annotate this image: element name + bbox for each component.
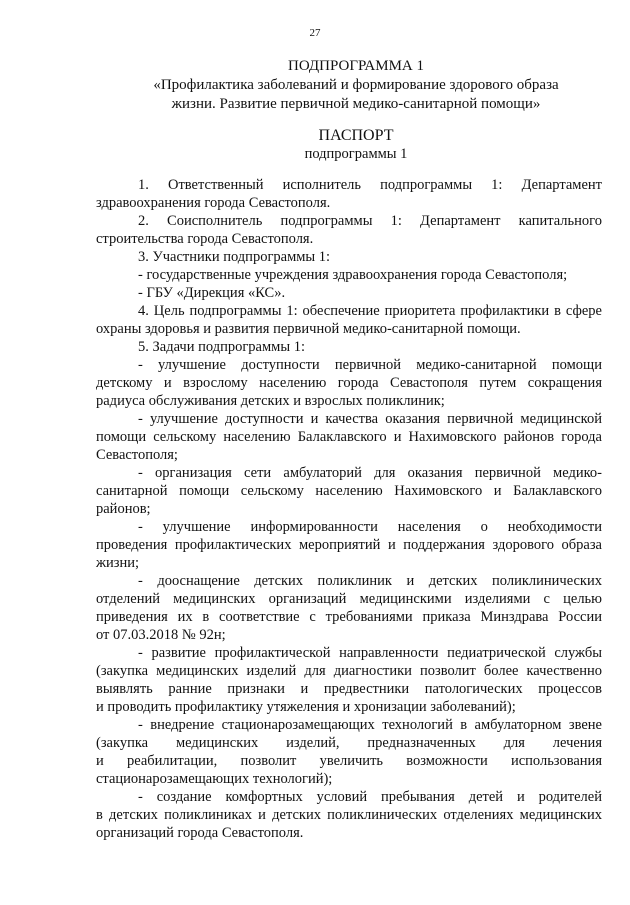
paragraph-1 xyxy=(96,176,602,212)
subprogram-subtitle-line-1: «Профилактика заболеваний и формирование здорового образа xyxy=(153,77,559,93)
paragraph-line: проведения профилактических мероприятий и поддержания здорового образа xyxy=(96,537,602,553)
subprogram-heading xyxy=(96,57,616,114)
paragraph-line: - ГБУ «Дирекция «КС». xyxy=(138,285,286,301)
paragraph-line: приведения их в соответствие с требованиями приказа Минздрава России xyxy=(96,609,602,625)
paragraph-line: радиуса обслуживания детских и взрослых поликлиник; xyxy=(96,393,445,409)
paragraph-14 xyxy=(96,716,602,788)
paragraph-line: 2. Соисполнитель подпрограммы 1: Департамент капитального xyxy=(138,213,602,229)
paragraph-line: стационарозамещающих технологий); xyxy=(96,771,333,787)
paragraph-line: здравоохранения города Севастополя. xyxy=(96,195,331,211)
paragraph-line: помощи сельскому населению Балаклавского и Нахимовского районов города xyxy=(96,429,602,445)
paragraph-line: 4. Цель подпрограммы 1: обеспечение приоритета профилактики в сфере xyxy=(138,303,602,319)
subprogram-title: ПОДПРОГРАММА 1 xyxy=(287,58,425,74)
paragraph-line: - улучшение доступности первичной медико-санитарной помощи xyxy=(138,357,602,373)
paragraph-line: выявлять ранние признаки и предвестники патологических процессов xyxy=(96,681,602,697)
paragraph-line: (закупка медицинских изделий, предназначенных для лечения xyxy=(96,735,602,751)
paragraph-13 xyxy=(96,644,602,716)
paragraph-line: - улучшение информированности населения о необходимости xyxy=(138,519,602,535)
paragraph-line: отделений медицинских организаций медицинскими изделиями с целью xyxy=(96,591,602,607)
paragraph-line: - государственные учреждения здравоохранения города Севастополя; xyxy=(138,267,568,283)
paragraph-5 xyxy=(96,284,602,302)
paragraph-line: - дооснащение детских поликлиник и детских поликлинических xyxy=(138,573,602,589)
paragraph-3 xyxy=(96,248,602,266)
paragraph-2 xyxy=(96,212,602,248)
paragraph-line: детскому и взрослому населению города Севастополя путем сокращения xyxy=(96,375,602,391)
paragraph-12 xyxy=(96,572,602,644)
passport-subtitle: подпрограммы 1 xyxy=(304,146,408,162)
paragraph-line: 1. Ответственный исполнитель подпрограммы 1: Департамент xyxy=(138,177,602,193)
paragraph-10 xyxy=(96,464,602,518)
paragraph-line: в детских поликлиниках и детских поликлинических отделениях медицинских xyxy=(96,807,602,823)
paragraph-line: - создание комфортных условий пребывания детей и родителей xyxy=(138,789,602,805)
paragraph-line: 5. Задачи подпрограммы 1: xyxy=(138,339,305,355)
paragraph-line: 3. Участники подпрограммы 1: xyxy=(138,249,331,265)
passport-title: ПАСПОРТ xyxy=(318,127,394,144)
paragraph-line: и реабилитации, позволит увеличить возможности использования xyxy=(96,753,602,769)
paragraph-15 xyxy=(96,788,602,842)
paragraph-line: и проводить профилактику утяжеления и хронизации заболеваний); xyxy=(96,699,516,715)
paragraph-line: санитарной помощи сельскому населению Нахимовского и Балаклавского xyxy=(96,483,602,499)
paragraph-line: от 07.03.2018 № 92н; xyxy=(96,627,226,643)
paragraph-line: Севастополя; xyxy=(96,447,178,463)
paragraph-line: охраны здоровья и развития первичной медико-санитарной помощи. xyxy=(96,321,521,337)
paragraph-line: жизни; xyxy=(96,555,140,571)
document-body xyxy=(96,176,602,842)
paragraph-8 xyxy=(96,356,602,410)
paragraph-line: - внедрение стационарозамещающих технологий в амбулаторном звене xyxy=(138,717,602,733)
passport-heading xyxy=(96,126,616,164)
page-number: 27 xyxy=(309,27,321,39)
paragraph-line: - организация сети амбулаторий для оказания первичной медико- xyxy=(138,465,602,481)
paragraph-line: - улучшение доступности и качества оказания первичной медицинской xyxy=(138,411,602,427)
paragraph-11 xyxy=(96,518,602,572)
subprogram-subtitle-line-2: жизни. Развитие первичной медико-санитарной помощи» xyxy=(171,96,541,112)
paragraph-line: организаций города Севастополя. xyxy=(96,825,304,841)
paragraph-4 xyxy=(96,266,602,284)
paragraph-line: строительства города Севастополя. xyxy=(96,231,314,247)
paragraph-line: районов; xyxy=(96,501,151,517)
paragraph-6 xyxy=(96,302,602,338)
paragraph-9 xyxy=(96,410,602,464)
paragraph-line: (закупка медицинских изделий для диагностики позволит более качественно xyxy=(96,663,602,679)
paragraph-7 xyxy=(96,338,602,356)
paragraph-line: - развитие профилактической направленности педиатрической службы xyxy=(138,645,602,661)
